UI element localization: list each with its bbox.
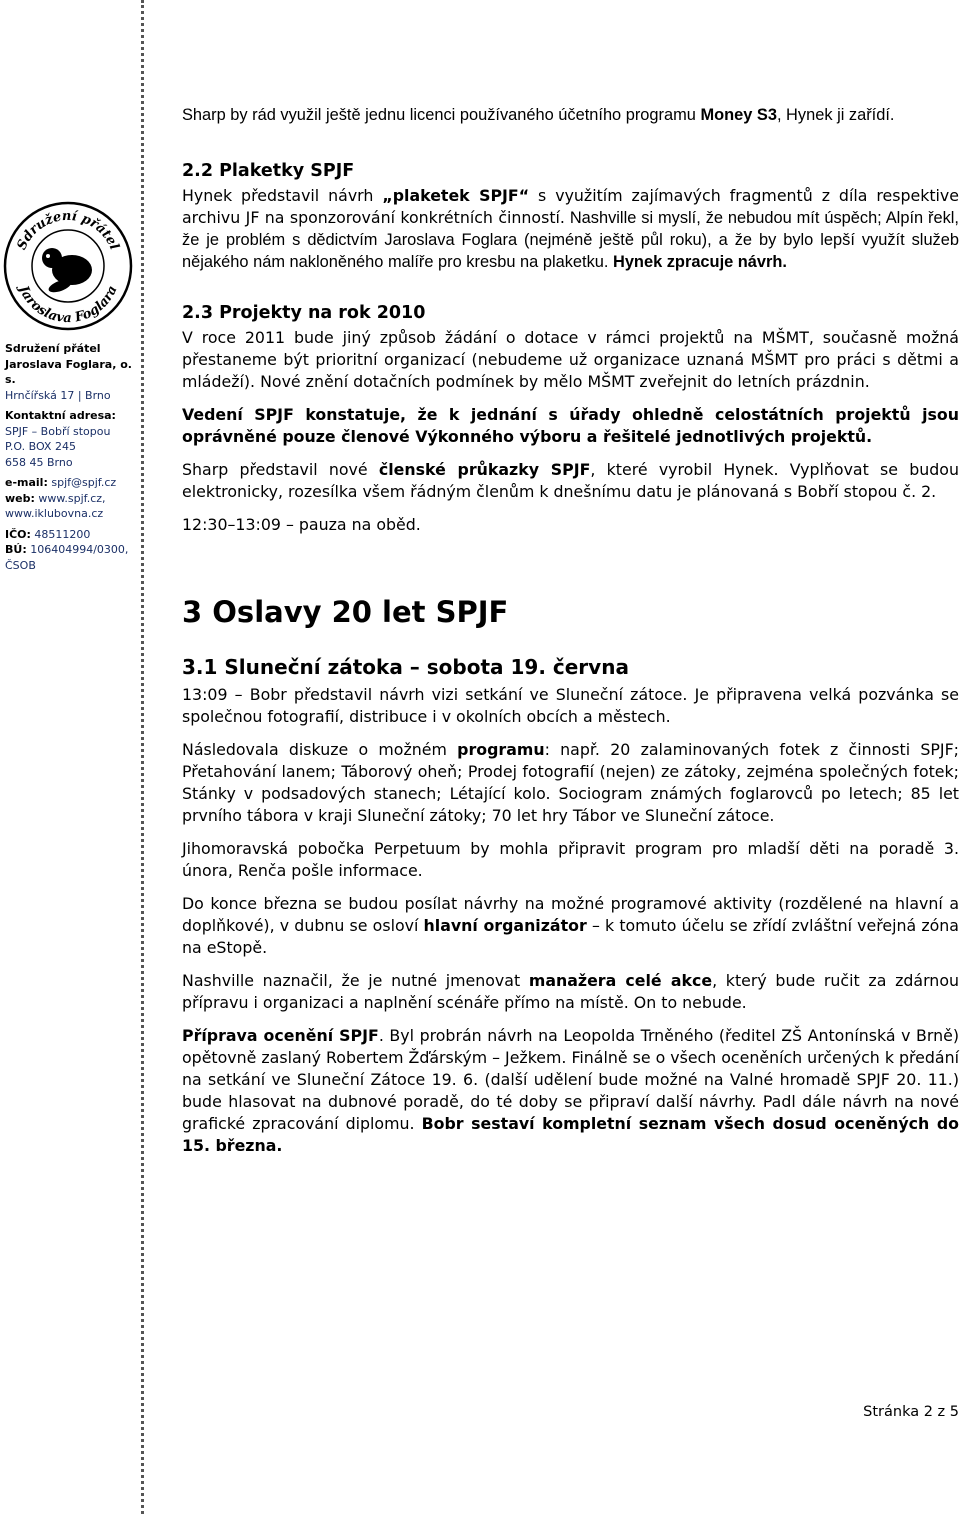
bu-value: 106404994/0300, [30, 543, 129, 556]
spjf-logo [2, 200, 134, 332]
document-body [182, 104, 959, 1157]
section-3-1-paragraph-5: Nashville naznačil, že je nutné jmenovat manažera celé akce, který bude ručit za zdárnou přípravu i organizaci a naplnění scénáře přímo na místě. On to nebude. [182, 971, 959, 1012]
section-2-3-heading: 2.3 Projekty na rok 2010 [182, 303, 426, 323]
chapter-3-heading: 3 Oslavy 20 let SPJF [182, 595, 509, 629]
section-2-3-paragraph-2: Vedení SPJF konstatuje, že k jednání s úřady ohledně celostátních projektů jsou oprávněné pouze členové Výkonného výboru a řešitelé jednotlivých projektů. [182, 405, 959, 446]
section-2-2-heading: 2.2 Plaketky SPJF [182, 161, 355, 181]
ico-value: 48511200 [34, 527, 91, 541]
email-link[interactable]: spjf@spjf.cz [51, 476, 117, 489]
web-link-1[interactable]: www.spjf.cz, [38, 491, 106, 505]
intro-paragraph: Sharp by rád využil ještě jednu licenci používaného účetního programu Money S3, Hynek ji zařídí. [182, 106, 895, 124]
logo-top-text: Sdružení přátel [14, 208, 122, 253]
zip-city: 658 45 Brno [5, 455, 73, 469]
section-2-3-paragraph-1: V roce 2011 bude jiný způsob žádání o dotace v rámci projektů na MŠMT, současně možná přestaneme být prioritní organizací (nebudeme už organizace uznaná MŠMT pro práci s dětmi a mládeží). Nové znění dotačních podmínek by mělo MŠMT zveřejnit do letních prázdnin. [182, 328, 959, 391]
web-link-2[interactable]: www.iklubovna.cz [5, 507, 104, 520]
bank-name: ČSOB [5, 558, 36, 572]
sidebar-contact [5, 341, 139, 573]
org-name-2: Jaroslava Foglara, o. s. [5, 357, 132, 386]
org-name-1: Sdružení přátel [5, 342, 101, 355]
section-2-2-paragraph: Hynek představil návrh „plaketek SPJF“ s využitím zajímavých fragmentů z díla respektive archivu JF na sponzorování konkrétních činností. Nashville si myslí, že nebudou mít úspěch; Alpín řekl, že je problém s dědictvím Jaroslava Foglara (nejméně ještě půl roku), a že by bylo lepší využít služeb nějakého nám nakloněného malíře pro kresbu na plaketku. Hynek zpracuje návrh. [182, 186, 959, 271]
beaver-icon [42, 248, 92, 295]
section-2-3-paragraph-3: Sharp představil nové členské průkazky SPJF, které vyrobil Hynek. Vyplňovat se budou elektronicky, rozesílka všem řádným členům k dnešnímu datu je plánovaná s Bobří stopou č. 2. [182, 460, 959, 501]
page-number: Stránka 2 z 5 [863, 1404, 959, 1420]
po-box: P.O. BOX 245 [5, 440, 76, 453]
ico-label: IČO: [5, 527, 31, 541]
lunch-break-note: 12:30–13:09 – pauza na oběd. [182, 515, 421, 534]
logo-bottom-text: Jaroslava Foglara [15, 283, 121, 327]
section-3-1-paragraph-6: Příprava ocenění SPJF. Byl probrán návrh na Leopolda Trněného (ředitel ZŠ Antonínská v Brně) opětovně zaslaný Robertem Žďárským – Ježkem. Finálně se o všech oceněních určených k předání na setkání ve Sluneční Zátoce 19. 6. (další udělení bude možné na Valné hromadě SPJF 20. 11.) bude hlasovat na dubnové poradě, do té doby se připraví další návrhy. Padl dále návrh na nové grafické zpracování diplomu. Bobr sestaví kompletní seznam všech dosud oceněných do 15. března. [182, 1026, 960, 1155]
section-3-1-paragraph-1: 13:09 – Bobr představil návrh vizi setkání ve Sluneční zátoce. Je připravena velká pozvánka se společnou fotografií, distribuce i v okolních obcích a městech. [182, 685, 959, 726]
section-3-1-paragraph-4: Do konce března se budou posílat návrhy na možné programové aktivity (rozdělené na hlavní a doplňkové), v dubnu se osloví hlavní organizátor – k tomuto účelu se zřídí zvláštní veřejná zóna na eStopě. [182, 894, 959, 957]
org-street: Hrnčířská 17 | Brno [5, 388, 111, 402]
contact-name: SPJF – Bobří stopou [5, 424, 111, 438]
section-3-1-heading: 3.1 Sluneční zátoka – sobota 19. června [182, 655, 629, 679]
section-3-1-paragraph-2: Následovala diskuze o možném programu: např. 20 zalaminovaných fotek z činnosti SPJF; Přetahování lanem; Táborový oheň; Prodej fotografií (nejen) ze zátoky, zejména společných fotek; Stánky v podsadových stanech; Létající kolo. Sociogram známých foglarovců po letech; 85 let prvního tábora v kraji Sluneční zátoky; 70 let hry Tábor ve Sluneční zátoce. [182, 740, 960, 825]
bu-label: BÚ: [5, 543, 27, 556]
email-label: e-mail: [5, 476, 48, 489]
section-3-1-paragraph-3: Jihomoravská pobočka Perpetuum by mohla připravit program pro mladší děti na poradě 3. února, Renča pošle informace. [182, 839, 959, 880]
contact-label: Kontaktní adresa: [5, 409, 116, 422]
sidebar-divider [141, 0, 144, 1514]
web-label: web: [5, 491, 35, 505]
